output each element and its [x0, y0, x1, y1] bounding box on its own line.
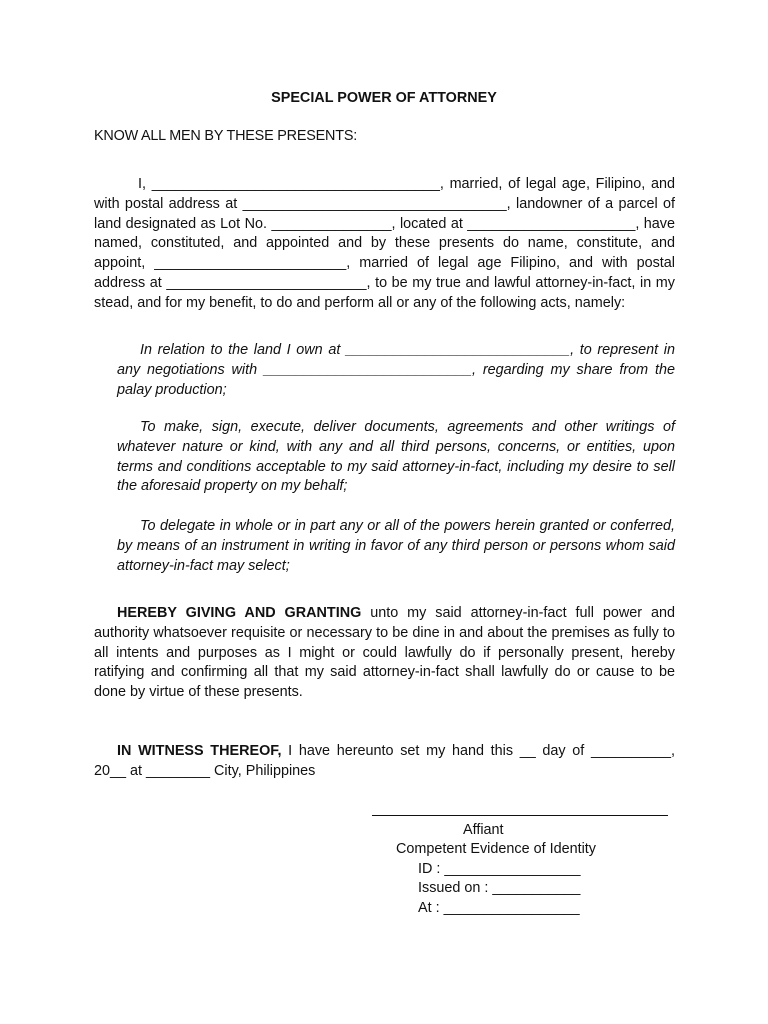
witness-paragraph — [94, 742, 675, 782]
affiant-label: Affiant — [463, 822, 504, 838]
granting-lead: HEREBY GIVING AND GRANTING — [117, 605, 362, 621]
id-field: ID : _________________ — [418, 861, 581, 877]
witness-text: I have hereunto set my hand this __ day of __________, 20__ at ________ City, Philippines — [94, 743, 675, 779]
evidence-of-identity-label: Competent Evidence of Identity — [396, 841, 596, 857]
appointment-paragraph: I, ____________________________________, married, of legal age, Filipino, and with postal address at _________________________________, landowner of a parcel of land designated as Lot No. _______________, located at _____________________, have named, constituted, and appointed and by these presents do name, constitute, and appoint, ________________________, married of legal age Filipino, and with postal address at _________________________, to be my true and lawful attorney-in-fact, in my stead, and for my benefit, to do and perform all or any of the following acts, namely: — [94, 176, 675, 311]
issued-at-field: At : _________________ — [418, 900, 580, 916]
issued-on-field: Issued on : ___________ — [418, 880, 581, 896]
act-execute-paragraph: To make, sign, execute, deliver documents, agreements and other writings of whatever nature or kind, with any and all third persons, concerns, or entities, upon terms and conditions acceptable to my said attorney-in-fact, including my desire to sell the aforesaid property on my behalf; — [117, 419, 675, 495]
document-title: SPECIAL POWER OF ATTORNEY — [271, 90, 497, 106]
act-represent-paragraph: In relation to the land I own at ____________________________, to represent in any negotiations with __________________________, regarding my share from the palay production; — [117, 342, 675, 398]
granting-paragraph — [94, 604, 675, 703]
opening-line: KNOW ALL MEN BY THESE PRESENTS: — [94, 128, 358, 144]
act-delegate-paragraph: To delegate in whole or in part any or all of the powers herein granted or conferred, by means of an instrument in writing in favor of any third person or persons whom said attorney-in-fact may select; — [117, 518, 675, 574]
granting-text: unto my said attorney-in-fact full power and authority whatsoever requisite or necessary to be dine in and about the premises as fully to all intents and purposes as I might or could lawfully do if personally present, hereby ratifying and confirming all that my said attorney-in-fact shall lawfully do or cause to be done by virtue of these presents. — [94, 605, 675, 701]
witness-lead: IN WITNESS THEREOF, — [117, 743, 282, 759]
signature-line — [372, 815, 668, 816]
